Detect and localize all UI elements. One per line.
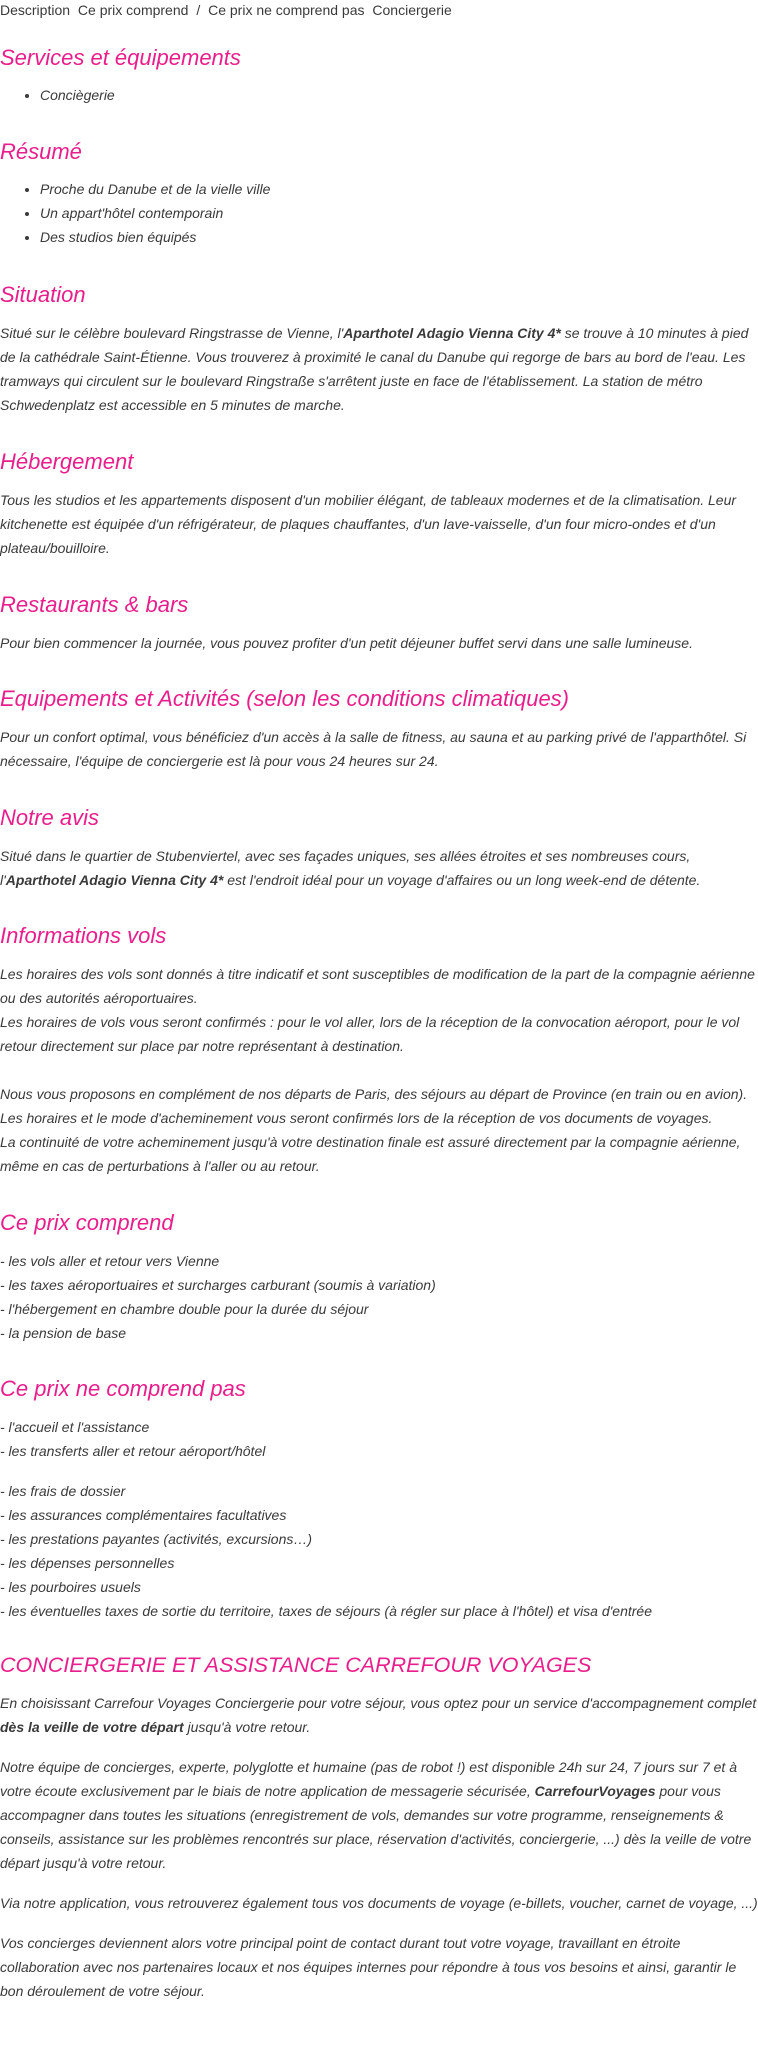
hebergement-text: Tous les studios et les appartements disposent d'un mobilier élégant, de tableaux modernes et de la climatisation. Leur kitchenette est équipée d'un réfrigérateur, de plaques chauffantes, d'un lave-vaisselle, d'un four micro-ondes et d'un plateau/bouilloire.: [0, 492, 737, 556]
restaurants-text: Pour bien commencer la journée, vous pouvez profiter d'un petit déjeuner buffet servi dans une salle lumineuse.: [0, 635, 693, 651]
comprend-item: - les vols aller et retour vers Vienne: [0, 1253, 220, 1269]
conciergerie-p1: En choisissant Carrefour Voyages Conciergerie pour votre séjour, vous optez pour un service d'accompagnement complet dès la veille de votre départ jusqu'à votre retour.: [0, 1695, 757, 1735]
vols-heading: Informations vols: [0, 923, 167, 948]
section-services: [0, 43, 758, 107]
restaurants-heading: Restaurants & bars: [0, 592, 189, 617]
section-ce-prix-ne-comprend-pas: [0, 1374, 758, 1623]
services-heading: Services et équipements: [0, 45, 241, 70]
conciergerie-heading: CONCIERGERIE ET ASSISTANCE CARREFOUR VOYAGES: [0, 1653, 592, 1677]
comprend-item: - l'hébergement en chambre double pour la durée du séjour: [0, 1301, 369, 1317]
ne-comprend-item: - l'accueil et l'assistance: [0, 1419, 150, 1435]
comprend-list: [0, 1249, 758, 1345]
equipements-text: Pour un confort optimal, vous bénéficiez d'un accès à la salle de fitness, au sauna et au parking privé de l'apparthôtel. Si nécessaire, l'équipe de conciergerie est là pour vous 24 heures sur 24.: [0, 729, 747, 769]
ne-comprend-item: - les éventuelles taxes de sortie du territoire, taxes de séjours (à régler sur place à l'hôtel) et visa d'entrée: [0, 1603, 653, 1619]
services-list: [0, 83, 758, 107]
section-ce-prix-comprend: [0, 1208, 758, 1345]
situation-text: Situé sur le célèbre boulevard Ringstrasse de Vienne, l'Aparthotel Adagio Vienna City 4* se trouve à 10 minutes à pied de la cathédrale Saint-Étienne. Vous trouverez à proximité le canal du Danube qui regorge de bars au bord de l'eau. Les tramways qui circulent sur le boulevard Ringstraße s'arrêtent juste en face de l'établissement. La station de métro Schwedenplatz est accessible en 5 minutes de marche.: [0, 325, 749, 413]
avis-heading: Notre avis: [0, 805, 100, 830]
conciergerie-p3: Via notre application, vous retrouverez également tous vos documents de voyage (e-billets, voucher, carnet de voyage, ...): [0, 1895, 758, 1911]
hotel-name: Aparthotel Adagio Vienna City 4*: [343, 325, 561, 341]
tab-description[interactable]: Description: [0, 2, 71, 18]
comprend-heading: Ce prix comprend: [0, 1210, 174, 1235]
comprend-item: - les taxes aéroportuaires et surcharges carburant (soumis à variation): [0, 1277, 436, 1293]
section-vols: [0, 921, 758, 1178]
tab-ce-prix-ne-comprend-pas[interactable]: Ce prix ne comprend pas: [208, 2, 365, 18]
tab-separator: /: [196, 2, 201, 18]
tab-ce-prix-comprend[interactable]: Ce prix comprend: [77, 2, 189, 18]
ne-comprend-item: - les prestations payantes (activités, excursions…): [0, 1531, 313, 1547]
section-equipements: [0, 684, 758, 773]
comprend-item: - la pension de base: [0, 1325, 127, 1341]
tab-conciergerie[interactable]: Conciergerie: [372, 2, 452, 18]
vols-text: Les horaires des vols sont donnés à titre indicatif et sont susceptibles de modification de la part de la compagnie aérienne ou des autorités aéroportuaires. Les horaires de vols vous seront confirmés : pour le vol aller, lors de la réception de la convocation aéroport, pour le vol retour directement sur place par notre représentant à destination. Nous vous proposons en complément de nos départs de Paris, des séjours au départ de Province (en train ou en avion). Les horaires et le mode d'acheminement vous seront confirmés lors de la réception de vos documents de voyages. La continuité de votre acheminement jusqu'à votre destination finale est assuré directement par la compagnie aérienne, même en cas de perturbations à l'aller ou au retour.: [0, 966, 755, 1174]
section-restaurants: [0, 590, 758, 655]
conciergerie-p2: Notre équipe de concierges, experte, polyglotte et humaine (pas de robot !) est disponible 24h sur 24, 7 jours sur 7 et à votre écoute exclusivement par le biais de notre application de messagerie sécurisée, CarrefourVoyages pour vous accompagner dans toutes les situations (enregistrement de vols, demandes sur votre programme, renseignements & conseils, assistance sur les problèmes rencontrés sur place, réservation d'activités, conciergerie, ...) dès la veille de votre départ jusqu'à votre retour.: [0, 1759, 752, 1871]
ne-comprend-item: - les dépenses personnelles: [0, 1555, 175, 1571]
conciergerie-p4: Vos concierges deviennent alors votre principal point de contact durant tout votre voyage, travaillant en étroite collaboration avec nos partenaires locaux et nos équipes internes pour répondre à tous vos besoins et ainsi, garantir le bon déroulement de votre séjour.: [0, 1935, 737, 1999]
resume-item: • Des studios bien équipés: [40, 225, 758, 249]
section-hebergement: [0, 447, 758, 560]
tab-bar: [0, 0, 456, 20]
situation-heading: Situation: [0, 282, 86, 307]
ne-comprend-list: [0, 1415, 758, 1623]
equipements-heading: Equipements et Activités (selon les conditions climatiques): [0, 686, 570, 711]
section-resume: [0, 137, 758, 249]
hebergement-heading: Hébergement: [0, 449, 134, 474]
resume-heading: Résumé: [0, 139, 82, 164]
ne-comprend-item: - les assurances complémentaires facultatives: [0, 1507, 287, 1523]
resume-item: • Proche du Danube et de la vielle ville: [40, 177, 758, 201]
resume-item: • Un appart'hôtel contemporain: [40, 201, 758, 225]
ne-comprend-item: - les pourboires usuels: [0, 1579, 141, 1595]
resume-list: [0, 177, 758, 249]
avis-text: Situé dans le quartier de Stubenviertel, avec ses façades uniques, ses allées étroites et ses nombreuses cours, l'Aparthotel Adagio Vienna City 4* est l'endroit idéal pour un voyage d'affaires ou un long week-end de détente.: [0, 848, 701, 888]
services-item: • Conciègerie: [40, 83, 758, 107]
ne-comprend-heading: Ce prix ne comprend pas: [0, 1376, 246, 1401]
section-conciergerie: [0, 1650, 758, 2003]
ne-comprend-item: - les frais de dossier: [0, 1483, 126, 1499]
ne-comprend-item: - les transferts aller et retour aéroport/hôtel: [0, 1443, 266, 1459]
section-situation: [0, 280, 758, 417]
section-avis: [0, 803, 758, 892]
hotel-name: Aparthotel Adagio Vienna City 4*: [5, 872, 224, 888]
